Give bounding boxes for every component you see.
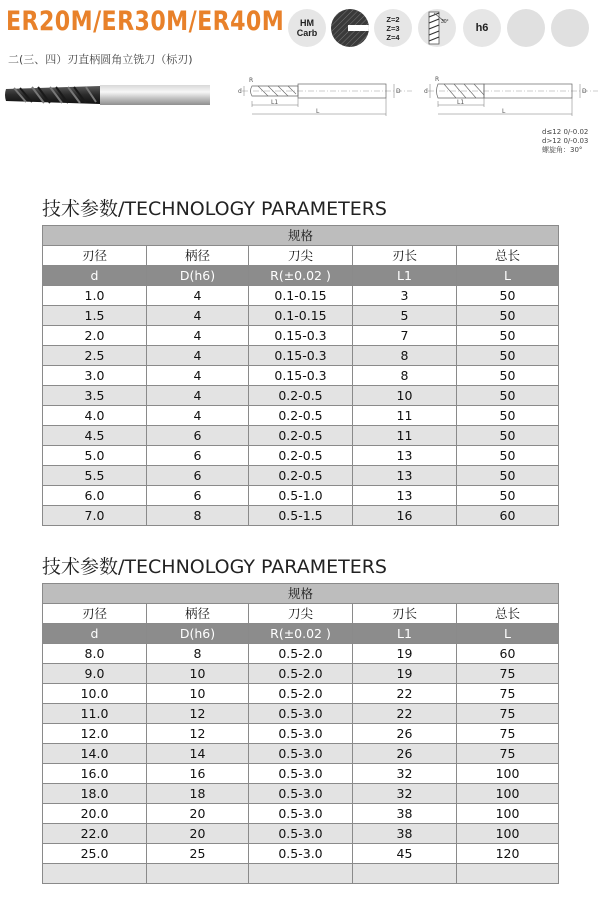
table-cell: 75 [457, 744, 559, 764]
table-row [43, 744, 559, 764]
table-cell: 0.5-2.0 [249, 684, 353, 704]
table-cell [353, 864, 457, 884]
table-cell: 22.0 [43, 824, 147, 844]
table-cell: 32 [353, 764, 457, 784]
table-cell: 25.0 [43, 844, 147, 864]
table-cell: 120 [457, 844, 559, 864]
table-cell: 13 [353, 486, 457, 506]
table-cell: 0.5-3.0 [249, 844, 353, 864]
drawing2-label-l: L [502, 108, 506, 115]
drawing-label-l1: L1 [271, 99, 279, 106]
table-cell: 50 [457, 346, 559, 366]
table-cell: 5.0 [43, 446, 147, 466]
table-cell: 4 [147, 346, 249, 366]
table-cell: 0.2-0.5 [249, 406, 353, 426]
table-cell: 2.5 [43, 346, 147, 366]
table-cell: 16.0 [43, 764, 147, 784]
symbol-header-cell: L [457, 624, 559, 644]
table-cell [457, 864, 559, 884]
column-header-cell: 总长 [457, 604, 559, 624]
table-cell: 0.1-0.15 [249, 306, 353, 326]
table-row [43, 306, 559, 326]
helix-angle-note: 螺旋角：30° [542, 146, 583, 154]
table-cell: 0.5-1.5 [249, 506, 353, 526]
drawing-label-l: L [316, 108, 320, 115]
table-cell: 4 [147, 326, 249, 346]
technical-drawing-2 [424, 74, 600, 118]
table-cell: 0.15-0.3 [249, 326, 353, 346]
table-cell: 2.0 [43, 326, 147, 346]
tolerance-note-large: d>12 0/-0.03 [542, 137, 589, 145]
table-row [43, 664, 559, 684]
table-cell: 13 [353, 446, 457, 466]
table-row [43, 864, 559, 884]
blank-badge-2 [551, 9, 589, 47]
table-cell: 5 [353, 306, 457, 326]
table-cell: 32 [353, 784, 457, 804]
table-cell: 100 [457, 804, 559, 824]
column-header-cell: 刃长 [353, 604, 457, 624]
table-cell: 16 [353, 506, 457, 526]
table-cell: 75 [457, 704, 559, 724]
column-header-cell: 柄径 [147, 246, 249, 266]
h6-badge: h6 [463, 9, 501, 47]
table-cell: 20 [147, 804, 249, 824]
table-cell: 22 [353, 684, 457, 704]
table-cell: 4 [147, 386, 249, 406]
table-row [43, 386, 559, 406]
table-cell: 8.0 [43, 644, 147, 664]
product-subtitle: 二(三、四）刃直柄圆角立铣刀（标刃) [8, 53, 193, 66]
table-row [43, 426, 559, 446]
column-header-cell: 柄径 [147, 604, 249, 624]
spec-header-cell: 规格 [43, 226, 559, 246]
table-cell: 4 [147, 406, 249, 426]
symbol-header-cell: L1 [353, 624, 457, 644]
table-row [43, 326, 559, 346]
table-cell: 50 [457, 386, 559, 406]
drawing2-label-d: d [424, 88, 428, 95]
drawing-label-D: D [396, 88, 401, 95]
table-cell: 100 [457, 764, 559, 784]
table-row [43, 684, 559, 704]
table-cell: 45 [353, 844, 457, 864]
drawing2-label-r: R [435, 76, 440, 83]
table-cell: 8 [353, 366, 457, 386]
helix-icon [418, 9, 456, 47]
drawing2-label-D: D [582, 88, 587, 95]
symbol-header-cell: d [43, 266, 147, 286]
column-header-cell: 总长 [457, 246, 559, 266]
helix-angle-badge: 30° [418, 9, 456, 47]
table-cell: 6.0 [43, 486, 147, 506]
table-cell [147, 864, 249, 884]
drawing-label-d: d [238, 88, 242, 95]
drawing-label-r: R [249, 77, 254, 84]
table-cell: 0.5-3.0 [249, 704, 353, 724]
table-cell: 38 [353, 824, 457, 844]
table-cell: 0.15-0.3 [249, 346, 353, 366]
table-cell: 50 [457, 306, 559, 326]
carbide-texture-badge [331, 9, 369, 47]
table-cell: 4 [147, 306, 249, 326]
table-cell: 20.0 [43, 804, 147, 824]
table-cell: 19 [353, 664, 457, 684]
table-cell: 4.5 [43, 426, 147, 446]
column-header-row [43, 604, 559, 624]
table-cell: 18 [147, 784, 249, 804]
table-cell: 0.2-0.5 [249, 446, 353, 466]
end-mill-photo [4, 80, 210, 110]
table-cell: 0.5-3.0 [249, 724, 353, 744]
column-header-cell: 刃长 [353, 246, 457, 266]
table-row [43, 466, 559, 486]
carbide-texture-icon [331, 9, 369, 47]
table-cell: 0.5-3.0 [249, 824, 353, 844]
table-cell: 0.5-2.0 [249, 664, 353, 684]
table-cell: 4.0 [43, 406, 147, 426]
table-row [43, 346, 559, 366]
table-row [43, 844, 559, 864]
table-row [43, 704, 559, 724]
table-cell: 0.5-3.0 [249, 784, 353, 804]
table-cell: 50 [457, 286, 559, 306]
table-cell: 26 [353, 744, 457, 764]
table-cell: 25 [147, 844, 249, 864]
table-row [43, 824, 559, 844]
table-cell: 6 [147, 426, 249, 446]
table-cell: 50 [457, 426, 559, 446]
symbol-header-cell: L1 [353, 266, 457, 286]
tolerance-note-small: d≤12 0/-0.02 [542, 128, 589, 136]
table-cell: 0.1-0.15 [249, 286, 353, 306]
symbol-header-cell: L [457, 266, 559, 286]
table-cell: 14.0 [43, 744, 147, 764]
table-cell: 50 [457, 366, 559, 386]
parameter-table-2 [42, 583, 559, 884]
column-header-cell: 刀尖 [249, 604, 353, 624]
table-cell: 1.0 [43, 286, 147, 306]
column-header-cell: 刀尖 [249, 246, 353, 266]
symbol-header-cell: D(h6) [147, 624, 249, 644]
table-cell [249, 864, 353, 884]
table-cell: 11 [353, 426, 457, 446]
symbol-header-cell: d [43, 624, 147, 644]
table-cell: 0.5-1.0 [249, 486, 353, 506]
table-cell: 100 [457, 784, 559, 804]
table-cell: 75 [457, 684, 559, 704]
table-cell: 0.5-3.0 [249, 764, 353, 784]
table-cell: 22 [353, 704, 457, 724]
table-row [43, 804, 559, 824]
table-cell: 4 [147, 286, 249, 306]
table-cell: 7 [353, 326, 457, 346]
table-row [43, 406, 559, 426]
hm-carb-badge: HM Carb [288, 9, 326, 47]
table-cell: 8 [147, 506, 249, 526]
table-cell: 10 [147, 664, 249, 684]
table-cell: 0.2-0.5 [249, 386, 353, 406]
spec-header-row [43, 584, 559, 604]
table-cell: 13 [353, 466, 457, 486]
column-header-cell: 刃径 [43, 604, 147, 624]
table-cell: 0.15-0.3 [249, 366, 353, 386]
table-cell: 50 [457, 446, 559, 466]
parameter-table-1 [42, 225, 559, 526]
table-cell: 6 [147, 446, 249, 466]
symbol-header-row [43, 266, 559, 286]
product-title: ER20M/ER30M/ER40M [6, 6, 285, 37]
table-cell: 3.0 [43, 366, 147, 386]
table-cell: 1.5 [43, 306, 147, 326]
table-cell: 12 [147, 724, 249, 744]
technical-drawing-1 [238, 74, 416, 118]
table-row [43, 644, 559, 664]
table-cell: 75 [457, 724, 559, 744]
table-cell: 26 [353, 724, 457, 744]
table-cell: 0.2-0.5 [249, 466, 353, 486]
table-cell: 50 [457, 406, 559, 426]
table-row [43, 286, 559, 306]
table-cell: 14 [147, 744, 249, 764]
table-cell: 16 [147, 764, 249, 784]
symbol-header-cell: R(±0.02 ) [249, 624, 353, 644]
table-row [43, 486, 559, 506]
table-cell: 19 [353, 644, 457, 664]
table-cell: 8 [147, 644, 249, 664]
table-cell: 60 [457, 644, 559, 664]
table-cell: 7.0 [43, 506, 147, 526]
symbol-header-cell: D(h6) [147, 266, 249, 286]
table-cell: 60 [457, 506, 559, 526]
spec-header-cell: 规格 [43, 584, 559, 604]
blank-badge-1 [507, 9, 545, 47]
table-cell: 9.0 [43, 664, 147, 684]
table-row [43, 724, 559, 744]
table-row [43, 446, 559, 466]
table-cell: 8 [353, 346, 457, 366]
drawing2-label-l1: L1 [457, 99, 465, 106]
table-cell: 0.5-3.0 [249, 804, 353, 824]
table-cell: 6 [147, 486, 249, 506]
column-header-cell: 刃径 [43, 246, 147, 266]
table-cell: 38 [353, 804, 457, 824]
symbol-header-row [43, 624, 559, 644]
section-title-2: 技术参数/TECHNOLOGY PARAMETERS [42, 556, 387, 578]
table-row [43, 366, 559, 386]
table-cell: 10.0 [43, 684, 147, 704]
table-cell: 6 [147, 466, 249, 486]
tolerance-notes [542, 128, 588, 155]
column-header-row [43, 246, 559, 266]
table-cell: 50 [457, 466, 559, 486]
table-cell: 11 [353, 406, 457, 426]
table-cell: 0.5-3.0 [249, 744, 353, 764]
table-cell: 20 [147, 824, 249, 844]
section-title-1: 技术参数/TECHNOLOGY PARAMETERS [42, 198, 387, 220]
table-cell: 18.0 [43, 784, 147, 804]
symbol-header-cell: R(±0.02 ) [249, 266, 353, 286]
table-cell: 11.0 [43, 704, 147, 724]
flutes-badge: Z=2 Z=3 Z=4 [374, 9, 412, 47]
table-cell: 5.5 [43, 466, 147, 486]
table-cell: 100 [457, 824, 559, 844]
table-cell: 3.5 [43, 386, 147, 406]
table-cell: 10 [353, 386, 457, 406]
table-row [43, 506, 559, 526]
table-cell: 12 [147, 704, 249, 724]
table-cell: 0.2-0.5 [249, 426, 353, 446]
table-cell: 75 [457, 664, 559, 684]
table-cell: 50 [457, 486, 559, 506]
table-cell: 10 [147, 684, 249, 704]
table-cell: 50 [457, 326, 559, 346]
table-row [43, 784, 559, 804]
table-cell: 4 [147, 366, 249, 386]
spec-header-row [43, 226, 559, 246]
table-cell [43, 864, 147, 884]
table-row [43, 764, 559, 784]
table-cell: 3 [353, 286, 457, 306]
table-cell: 12.0 [43, 724, 147, 744]
table-cell: 0.5-2.0 [249, 644, 353, 664]
